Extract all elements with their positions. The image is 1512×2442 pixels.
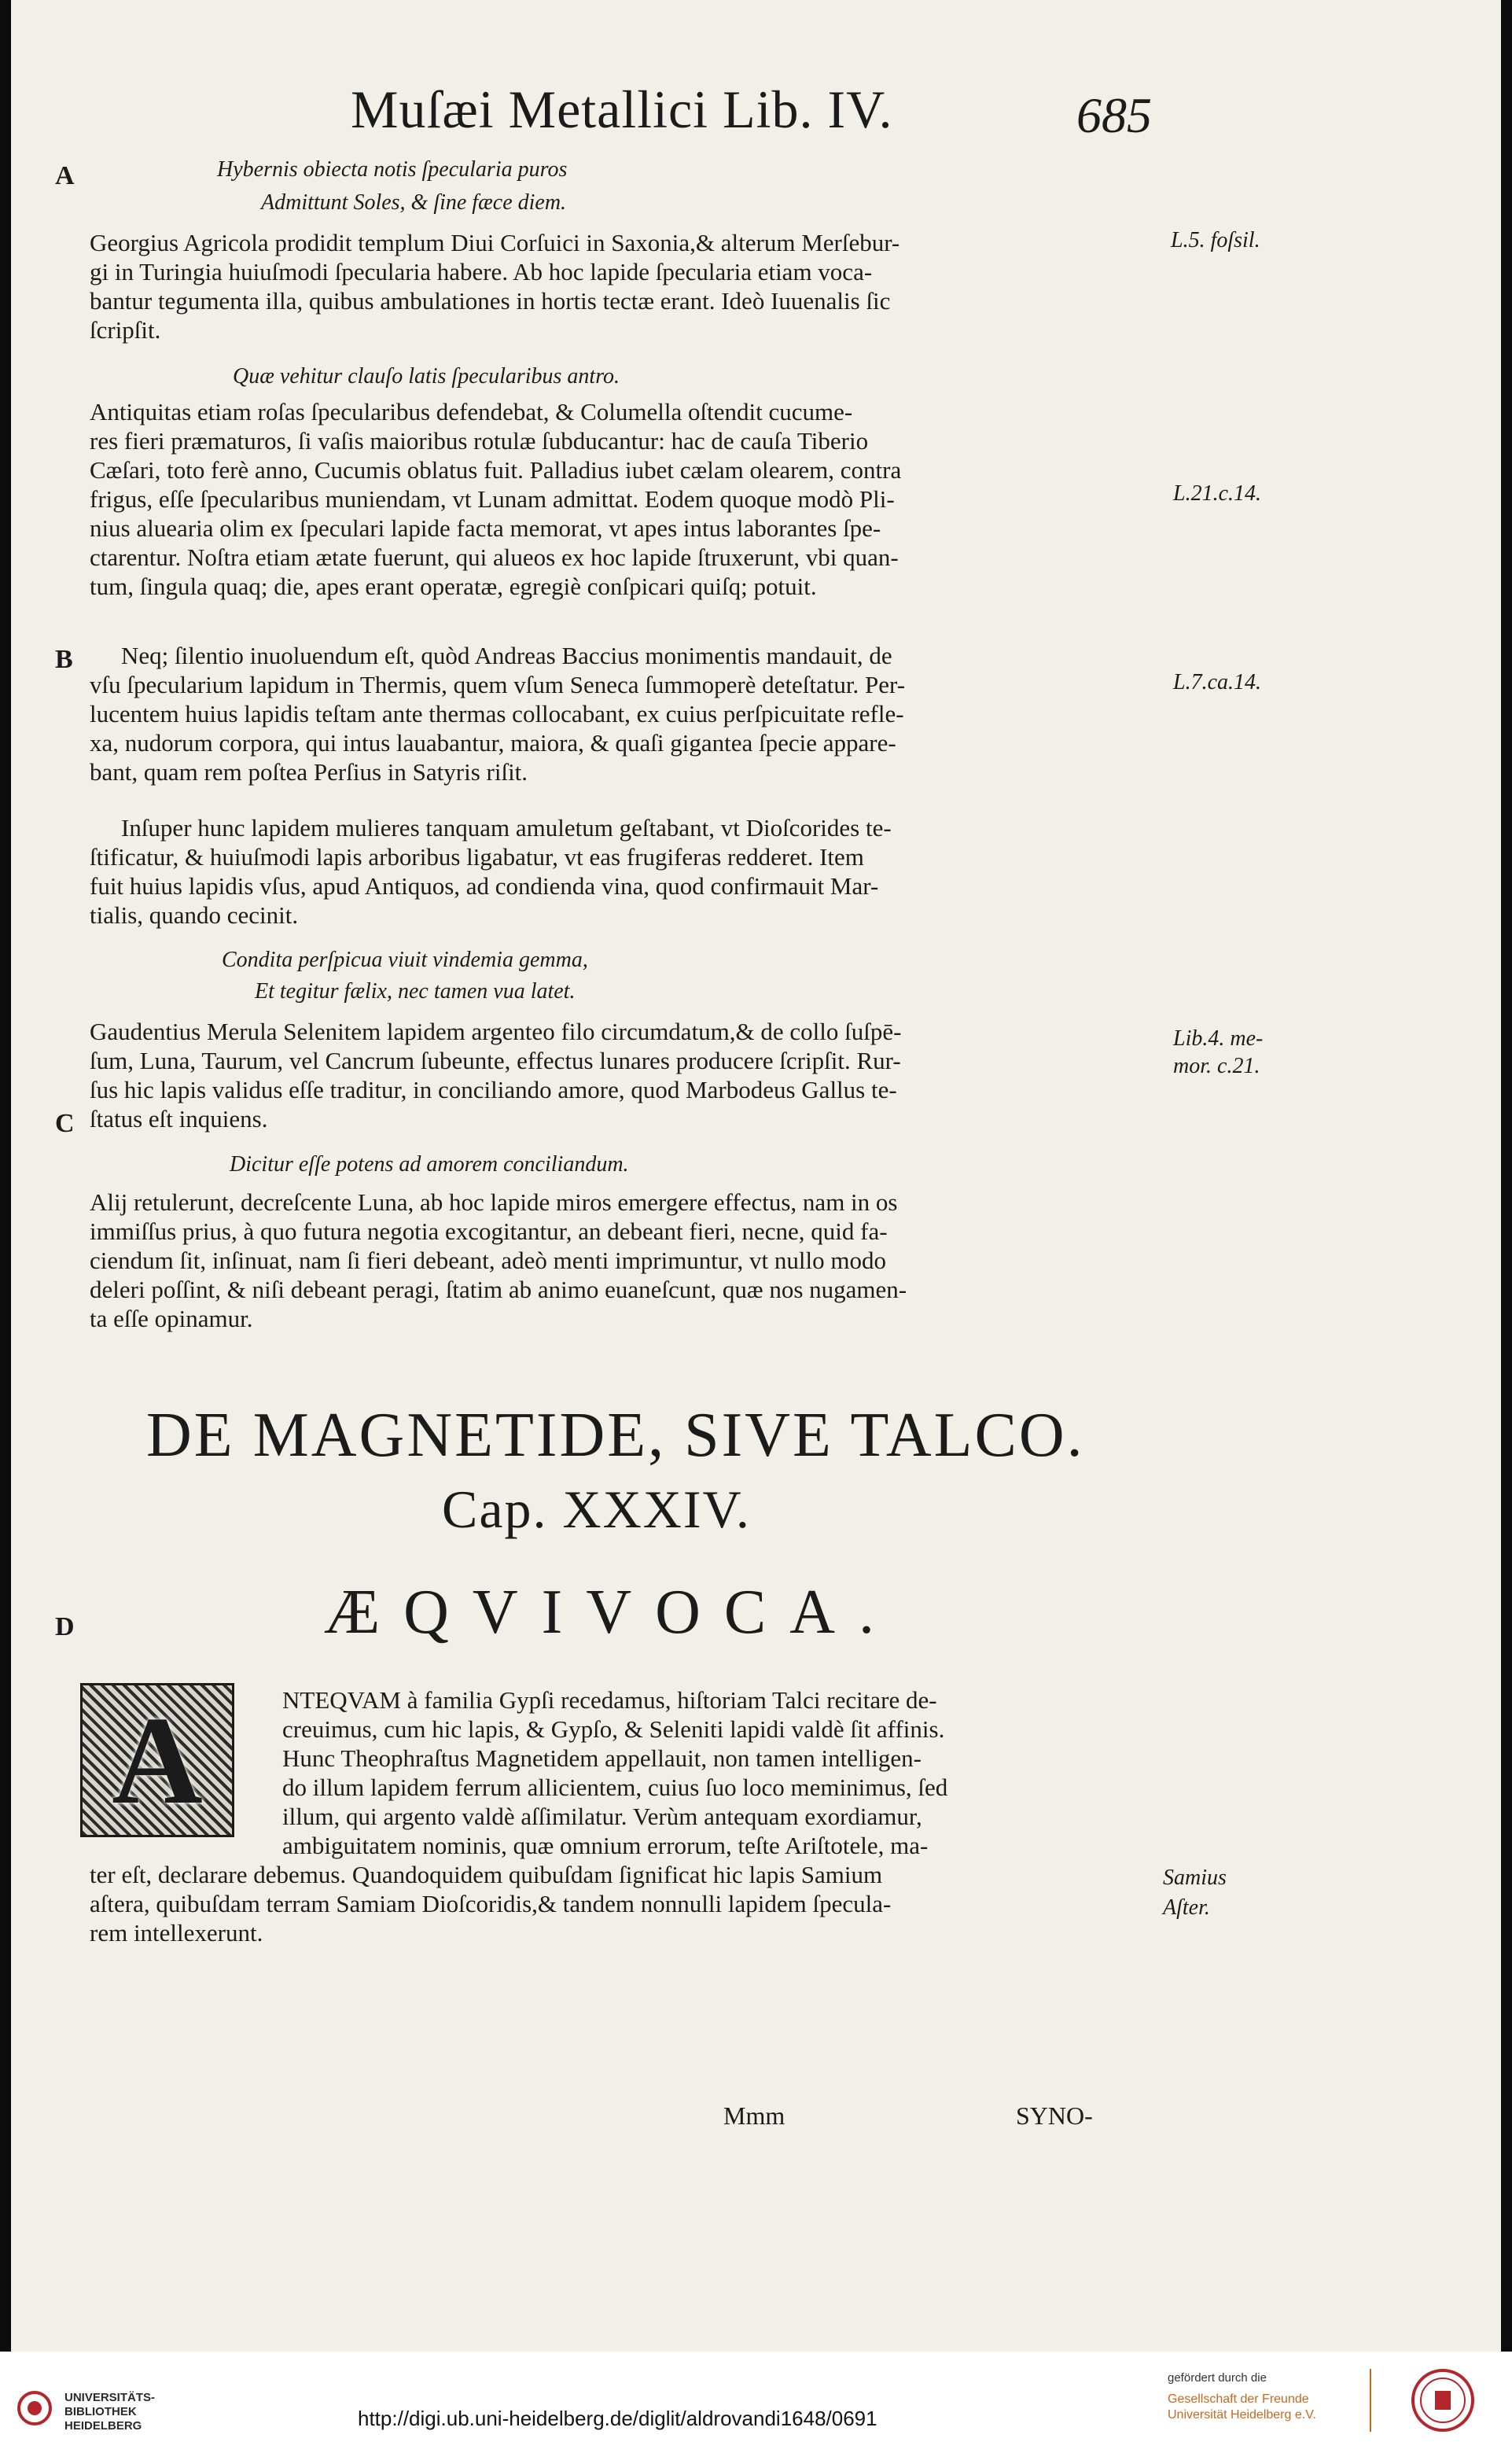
society-name-line: Gesellschaft der Freunde [1168,2392,1309,2406]
text-line: Antiquitas etiam roſas ſpecularibus defendebat, & Columella oſtendit cucume- [90,398,853,425]
text-line: gi in Turingia huiuſmodi ſpecularia habere. Ab hoc lapide ſpecularia etiam voca- [90,258,873,285]
text-line: Cæſari, toto ferè anno, Cucumis oblatus fuit. Palladius iubet cælam olearem, contra [90,456,902,484]
divider [1370,2369,1371,2432]
initial-letter: A [112,1689,203,1830]
text-line: ſus hic lapis validus eſſe traditur, in conciliando amore, quod Marbodeus Gallus te- [90,1076,897,1103]
page-number: 685 [1076,87,1152,143]
text-line: ſtatus eſt inquiens. [90,1105,268,1133]
margin-note: mor. c.21. [1173,1054,1260,1078]
text-line: Neq; ſilentio inuoluendum eſt, quòd Andreas Baccius monimentis mandauit, de [121,642,892,669]
running-header: Muſæi Metallici Lib. IV. [351,79,893,139]
funding-label: gefördert durch die [1168,2371,1267,2385]
text-line: ſcripſit. [90,316,161,344]
text-line: do illum lapidem ferrum allicientem, cuius ſuo loco meminimus, ſed [282,1773,948,1801]
text-line: bantur tegumenta illa, quibus ambulationes in hortis tectæ erant. Ideò Iuuenalis ſic [90,287,891,315]
section-heading: ÆQVIVOCA. [324,1578,898,1647]
text-line: Inſuper hunc lapidem mulieres tanquam amuletum geſtabant, vt Dioſcorides te- [121,814,892,842]
section-letter-b: B [55,645,73,674]
text-line: Gaudentius Merula Selenitem lapidem argenteo filo circumdatum,& de collo ſuſpē- [90,1018,902,1045]
section-letter-d: D [55,1612,75,1641]
text-line: ta eſſe opinamur. [90,1305,253,1332]
text-line: vſu ſpecularium lapidum in Thermis, quem vſum Seneca ſummoperè deteſtatur. Per- [90,671,906,698]
university-seal-icon [1396,2367,1490,2434]
text-line: ambiguitatem nominis, quæ omnium errorum, teſte Ariſtotele, ma- [282,1832,929,1859]
verse-line: Quæ vehitur clauſo latis ſpecularibus antro. [233,364,620,389]
section-letter-c: C [55,1109,75,1138]
text-line: fuit huius lapidis vſus, apud Antiquos, ad condienda vina, quod confirmauit Mar- [90,872,879,900]
chapter-title: DE MAGNETIDE, SIVE TALCO. [146,1401,1085,1470]
verse-line: Admittunt Soles, & ſine fæce diem. [261,190,567,215]
verse-line: Hybernis obiecta notis ſpecularia puros [217,157,568,182]
library-name-line: UNIVERSITÄTS- [64,2391,156,2404]
text-line: ſum, Luna, Taurum, vel Cancrum ſubeunte, effectus lunares producere ſcripſit. Rur- [90,1047,901,1074]
text-line: immiſſus prius, à quo futura negotia excogitantur, an debeant fieri, necne, quid fa- [90,1217,888,1245]
catchword: SYNO- [1016,2101,1093,2130]
chapter-number: Cap. XXXIV. [442,1479,751,1539]
verse-line: Condita perſpicua viuit vindemia gemma, [222,948,588,972]
margin-note: Samius [1163,1866,1227,1890]
text-line: Hunc Theophraſtus Magnetidem appellauit, non tamen intelligen- [282,1744,922,1772]
text-line: ciendum ſit, inſinuat, nam ſi fieri debeant, adeò menti imprimuntur, vt nullo modo [90,1247,886,1274]
verse-line: Dicitur eſſe potens ad amorem conciliandum. [230,1152,629,1177]
text-line: creuimus, cum hic lapis, & Gypſo, & Seleniti lapidi valdè ſit affinis. [282,1715,945,1743]
margin-note: L.21.c.14. [1173,481,1261,506]
margin-note: Lib.4. me- [1173,1026,1264,1051]
section-letter-a: A [55,161,75,190]
margin-note: L.5. foſsil. [1171,228,1260,252]
text-line: aſtera, quibuſdam terram Samiam Dioſcoridis,& tandem nonnulli lapidem ſpecula- [90,1890,892,1917]
text-line: NTEQVAM à familia Gypſi recedamus, hiſtoriam Talci recitare de- [282,1686,937,1714]
library-logo-icon [17,2391,52,2425]
verse-line: Et tegitur fælix, nec tamen vua latet. [255,979,576,1004]
text-line: ter eſt, declarare debemus. Quandoquidem quibuſdam ſignificat hic lapis Samium [90,1861,883,1888]
library-name-line: BIBLIOTHEK [64,2405,137,2418]
text-line: ctarentur. Noſtra etiam ætate fuerunt, qui alueos ex hoc lapide ſtruxerunt, vbi quan- [90,543,899,571]
text-line: illum, qui argento valdè aſſimilatur. Verùm antequam exordiamur, [282,1803,922,1830]
text-line: frigus, eſſe ſpecularibus muniendam, vt Lunam admittat. Eodem quoque modò Pli- [90,485,895,513]
text-line: bant, quam rem poſtea Perſius in Satyris riſit. [90,758,528,786]
decorated-initial [80,1683,234,1837]
text-line: res fieri præmaturos, ſi vaſis maioribus rotulæ ſubducantur: hac de cauſa Tiberio [90,427,869,455]
signature-mark: Mmm [723,2101,785,2130]
text-line: ſtificatur, & huiuſmodi lapis arboribus ligabatur, vt eas frugiferas redderet. Item [90,843,864,871]
margin-note: L.7.ca.14. [1173,670,1261,694]
text-line: Georgius Agricola prodidit templum Diui Corſuici in Saxonia,& alterum Merſebur- [90,229,900,256]
text-line: deleri poſſint, & niſi debeant peragi, ſtatim ab animo euaneſcunt, quæ nos nugamen- [90,1276,907,1303]
text-line: rem intellexerunt. [90,1919,263,1947]
text-line: tialis, quando cecinit. [90,901,299,929]
text-line: Alij retulerunt, decreſcente Luna, ab hoc lapide miros emergere effectus, nam in os [90,1188,898,1216]
margin-note: Aſter. [1163,1895,1210,1920]
society-name-line: Universität Heidelberg e.V. [1168,2408,1316,2422]
library-name-line: HEIDELBERG [64,2419,142,2433]
text-line: lucentem huius lapidis teſtam ante thermas collocabant, ex cuius perſpicuitate refle- [90,700,904,727]
permalink-url[interactable]: http://digi.ub.uni-heidelberg.de/diglit/aldrovandi1648/0691 [358,2407,877,2430]
book-page [11,0,1501,2352]
text-line: xa, nudorum corpora, qui intus lauabantur, maiora, & quaſi gigantea ſpecie appare- [90,729,896,757]
text-line: tum, ſingula quaq; die, apes erant operatæ, egregiè conſpicari quiſq; potuit. [90,573,817,600]
text-line: nius aluearia olim ex ſpeculari lapide facta memorat, vt apes intus laborantes ſpe- [90,514,881,542]
